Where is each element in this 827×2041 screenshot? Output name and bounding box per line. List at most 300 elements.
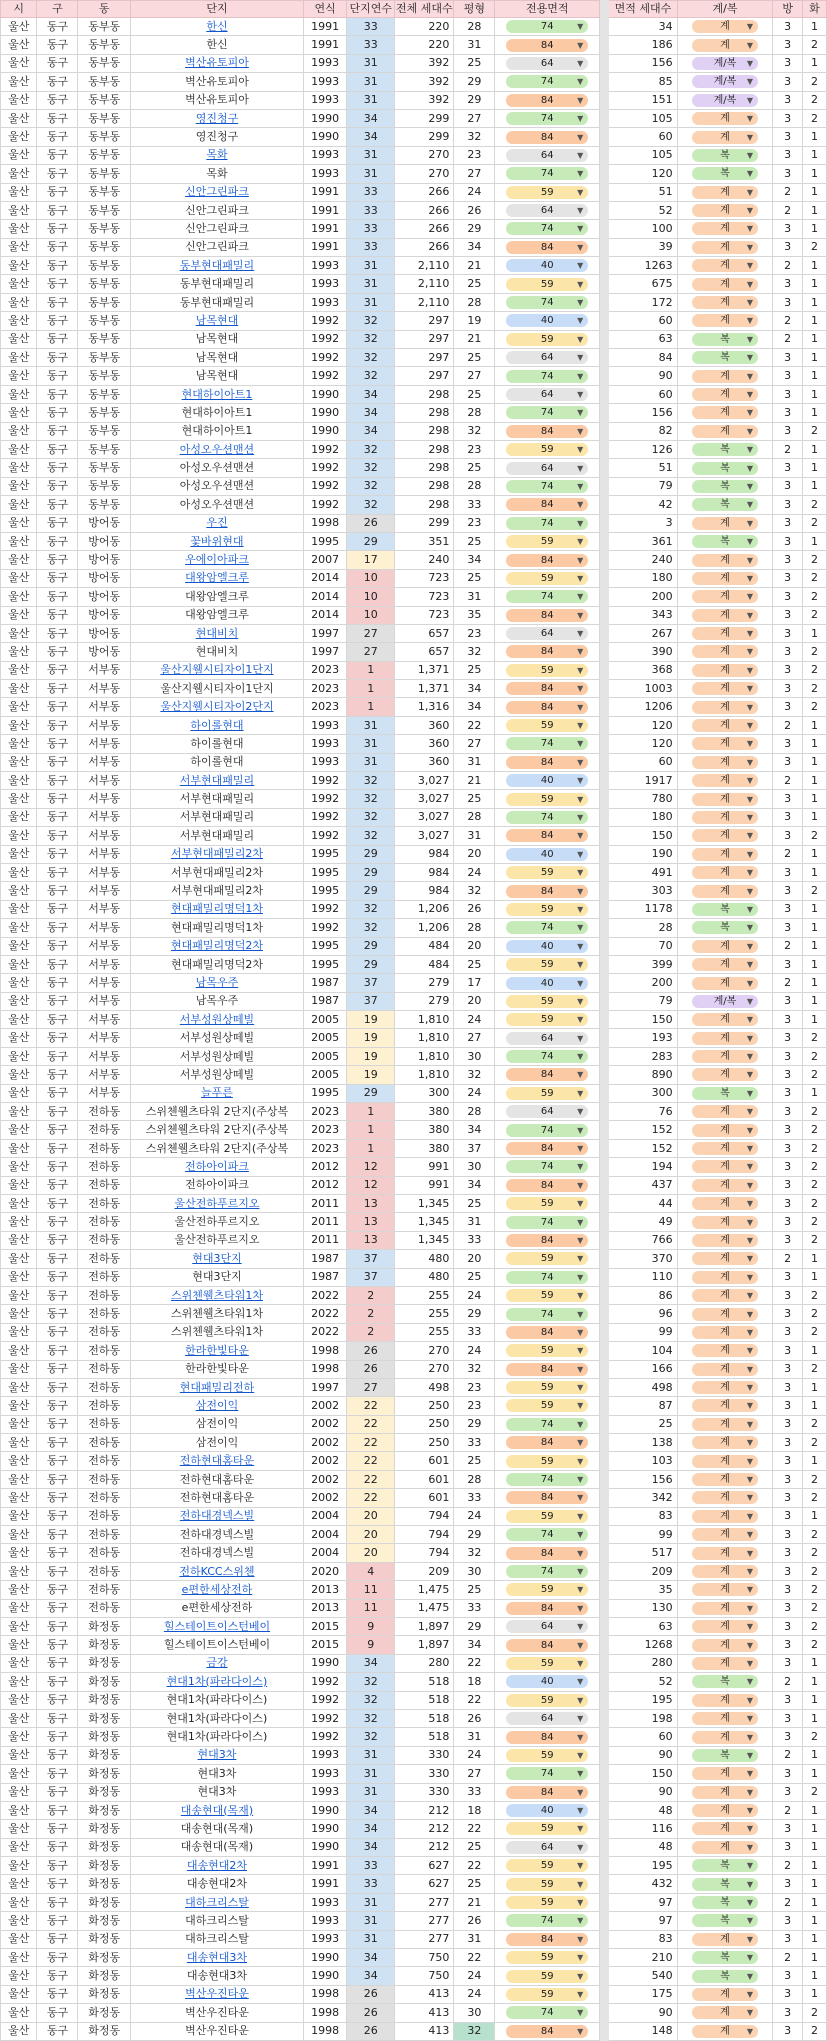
table-row[interactable]	[1, 1838, 827, 1856]
cell-baths[interactable]: 2	[802, 91, 826, 109]
chevron-down-icon[interactable]: ▼	[577, 371, 584, 381]
cell-gu[interactable]: 동구	[37, 1103, 78, 1121]
cell-baths[interactable]: 2	[802, 238, 826, 256]
area-dropdown[interactable]	[506, 1436, 588, 1449]
chevron-down-icon[interactable]: ▼	[746, 22, 753, 32]
cell-type[interactable]	[677, 753, 773, 771]
cell-area[interactable]	[495, 753, 600, 771]
type-dropdown[interactable]	[692, 1528, 758, 1541]
cell-pyeong[interactable]: 25	[454, 955, 495, 973]
cell-type[interactable]	[677, 1434, 773, 1452]
cell-dong[interactable]: 화정동	[78, 1617, 130, 1635]
cell-complex-link[interactable]: 전하KCC스위첸	[130, 1562, 303, 1580]
cell-baths[interactable]: 1	[802, 1912, 826, 1930]
cell-area-households[interactable]: 49	[609, 1213, 677, 1231]
cell-rooms[interactable]: 3	[773, 1029, 803, 1047]
type-dropdown[interactable]	[692, 94, 758, 107]
chevron-down-icon[interactable]: ▼	[577, 1603, 584, 1613]
cell-si[interactable]: 울산	[1, 440, 37, 458]
cell-area-households[interactable]: 84	[609, 349, 677, 367]
area-dropdown[interactable]	[506, 737, 588, 750]
cell-rooms[interactable]: 3	[773, 477, 803, 495]
table-row[interactable]	[1, 1691, 827, 1709]
type-dropdown[interactable]	[692, 1289, 758, 1302]
cell-year[interactable]: 1995	[304, 882, 347, 900]
cell-si[interactable]: 울산	[1, 882, 37, 900]
area-dropdown[interactable]	[506, 866, 588, 879]
cell-type[interactable]	[677, 1912, 773, 1930]
type-dropdown[interactable]	[692, 314, 758, 327]
chevron-down-icon[interactable]: ▼	[577, 1879, 584, 1889]
cell-pyeong[interactable]: 25	[454, 459, 495, 477]
cell-si[interactable]: 울산	[1, 1930, 37, 1948]
cell-complex-link[interactable]: 서부현대패밀리	[130, 772, 303, 790]
chevron-down-icon[interactable]: ▼	[746, 242, 753, 252]
cell-area-households[interactable]: 60	[609, 128, 677, 146]
chevron-down-icon[interactable]: ▼	[577, 261, 584, 271]
cell-pyeong[interactable]: 25	[454, 790, 495, 808]
cell-year[interactable]: 1992	[304, 1709, 347, 1727]
cell-baths[interactable]: 1	[802, 477, 826, 495]
cell-dong[interactable]: 화정동	[78, 1875, 130, 1893]
cell-gu[interactable]: 동구	[37, 1507, 78, 1525]
cell-baths[interactable]: 1	[802, 624, 826, 642]
cell-complex[interactable]: 현대패밀리명덕2차	[130, 955, 303, 973]
chevron-down-icon[interactable]: ▼	[746, 978, 753, 988]
cell-type[interactable]	[677, 1783, 773, 1801]
cell-pyeong[interactable]: 31	[454, 588, 495, 606]
cell-pyeong[interactable]: 33	[454, 1783, 495, 1801]
area-dropdown[interactable]	[506, 1565, 588, 1578]
cell-gu[interactable]: 동구	[37, 753, 78, 771]
cell-year[interactable]: 1995	[304, 532, 347, 550]
header-type[interactable]: 계/복	[677, 1, 773, 18]
cell-baths[interactable]: 1	[802, 1875, 826, 1893]
table-row[interactable]	[1, 1305, 827, 1323]
cell-baths[interactable]: 1	[802, 1893, 826, 1911]
cell-gu[interactable]: 동구	[37, 1581, 78, 1599]
cell-age[interactable]: 31	[347, 293, 395, 311]
area-dropdown[interactable]	[506, 75, 588, 88]
area-dropdown[interactable]	[506, 241, 588, 254]
cell-si[interactable]: 울산	[1, 201, 37, 219]
cell-dong[interactable]: 화정동	[78, 1765, 130, 1783]
cell-area[interactable]	[495, 1305, 600, 1323]
cell-age[interactable]: 31	[347, 1912, 395, 1930]
cell-si[interactable]: 울산	[1, 293, 37, 311]
cell-age[interactable]: 12	[347, 1158, 395, 1176]
chevron-down-icon[interactable]: ▼	[577, 1511, 584, 1521]
cell-households[interactable]: 1,810	[395, 1029, 454, 1047]
cell-area[interactable]	[495, 18, 600, 36]
cell-gu[interactable]: 동구	[37, 1213, 78, 1231]
cell-si[interactable]: 울산	[1, 1415, 37, 1433]
cell-complex[interactable]: e편한세상전하	[130, 1599, 303, 1617]
cell-year[interactable]: 2012	[304, 1158, 347, 1176]
chevron-down-icon[interactable]: ▼	[746, 40, 753, 50]
cell-baths[interactable]: 2	[802, 1599, 826, 1617]
type-dropdown[interactable]	[692, 737, 758, 750]
cell-si[interactable]: 울산	[1, 257, 37, 275]
chevron-down-icon[interactable]: ▼	[577, 996, 584, 1006]
cell-dong[interactable]: 전하동	[78, 1599, 130, 1617]
cell-households[interactable]: 601	[395, 1470, 454, 1488]
cell-gu[interactable]: 동구	[37, 532, 78, 550]
cell-type[interactable]	[677, 2022, 773, 2040]
cell-dong[interactable]: 동부동	[78, 238, 130, 256]
cell-year[interactable]: 2023	[304, 1139, 347, 1157]
chevron-down-icon[interactable]: ▼	[746, 408, 753, 418]
cell-type[interactable]	[677, 183, 773, 201]
area-dropdown[interactable]	[506, 94, 588, 107]
cell-gu[interactable]: 동구	[37, 698, 78, 716]
table-row[interactable]	[1, 1434, 827, 1452]
cell-year[interactable]: 1990	[304, 404, 347, 422]
type-dropdown[interactable]	[692, 1749, 758, 1762]
cell-complex[interactable]: 하이롤현대	[130, 735, 303, 753]
cell-dong[interactable]: 서부동	[78, 772, 130, 790]
table-row[interactable]	[1, 716, 827, 734]
cell-pyeong[interactable]: 23	[454, 146, 495, 164]
chevron-down-icon[interactable]: ▼	[577, 1585, 584, 1595]
cell-area-households[interactable]: 1268	[609, 1636, 677, 1654]
cell-rooms[interactable]: 3	[773, 1286, 803, 1304]
area-dropdown[interactable]	[506, 774, 588, 787]
area-dropdown[interactable]	[506, 627, 588, 640]
cell-area-households[interactable]: 200	[609, 974, 677, 992]
chevron-down-icon[interactable]: ▼	[746, 1235, 753, 1245]
cell-si[interactable]: 울산	[1, 845, 37, 863]
table-row[interactable]	[1, 1195, 827, 1213]
cell-baths[interactable]: 1	[802, 1985, 826, 2003]
type-dropdown[interactable]	[692, 921, 758, 934]
cell-complex-link[interactable]: 동부현대패밀리	[130, 257, 303, 275]
table-row[interactable]	[1, 459, 827, 477]
cell-type[interactable]	[677, 992, 773, 1010]
cell-complex[interactable]: 아성오우션맨션	[130, 477, 303, 495]
cell-rooms[interactable]: 2	[773, 1250, 803, 1268]
cell-age[interactable]: 2	[347, 1286, 395, 1304]
cell-gu[interactable]: 동구	[37, 165, 78, 183]
type-dropdown[interactable]	[692, 701, 758, 714]
cell-pyeong[interactable]: 25	[454, 1452, 495, 1470]
cell-rooms[interactable]: 3	[773, 1231, 803, 1249]
cell-baths[interactable]: 2	[802, 1562, 826, 1580]
chevron-down-icon[interactable]: ▼	[577, 1107, 584, 1117]
area-dropdown[interactable]	[506, 1731, 588, 1744]
cell-baths[interactable]: 2	[802, 2022, 826, 2040]
cell-baths[interactable]: 1	[802, 459, 826, 477]
cell-complex-link[interactable]: 하이롤현대	[130, 716, 303, 734]
table-row[interactable]	[1, 1526, 827, 1544]
cell-baths[interactable]: 2	[802, 36, 826, 54]
cell-households[interactable]: 330	[395, 1765, 454, 1783]
cell-age[interactable]: 11	[347, 1581, 395, 1599]
cell-area-households[interactable]: 34	[609, 18, 677, 36]
cell-gu[interactable]: 동구	[37, 1470, 78, 1488]
cell-year[interactable]: 1993	[304, 146, 347, 164]
table-row[interactable]	[1, 680, 827, 698]
cell-pyeong[interactable]: 29	[454, 1526, 495, 1544]
cell-area-households[interactable]: 76	[609, 1103, 677, 1121]
cell-households[interactable]: 794	[395, 1526, 454, 1544]
cell-gu[interactable]: 동구	[37, 735, 78, 753]
cell-baths[interactable]: 1	[802, 790, 826, 808]
cell-baths[interactable]: 1	[802, 1691, 826, 1709]
cell-rooms[interactable]: 2	[773, 183, 803, 201]
cell-area[interactable]	[495, 1323, 600, 1341]
cell-rooms[interactable]: 3	[773, 496, 803, 514]
cell-area[interactable]	[495, 569, 600, 587]
chevron-down-icon[interactable]: ▼	[577, 592, 584, 602]
type-dropdown[interactable]	[692, 774, 758, 787]
chevron-down-icon[interactable]: ▼	[746, 334, 753, 344]
cell-pyeong[interactable]: 28	[454, 808, 495, 826]
cell-dong[interactable]: 서부동	[78, 863, 130, 881]
cell-complex-link[interactable]: 남목현대	[130, 312, 303, 330]
cell-rooms[interactable]: 3	[773, 1213, 803, 1231]
cell-baths[interactable]: 2	[802, 109, 826, 127]
cell-area-households[interactable]: 83	[609, 1930, 677, 1948]
cell-si[interactable]: 울산	[1, 716, 37, 734]
cell-gu[interactable]: 동구	[37, 1121, 78, 1139]
cell-dong[interactable]: 전하동	[78, 1489, 130, 1507]
cell-type[interactable]	[677, 36, 773, 54]
cell-households[interactable]: 1,371	[395, 661, 454, 679]
table-row[interactable]	[1, 1489, 827, 1507]
cell-year[interactable]: 1992	[304, 900, 347, 918]
type-dropdown[interactable]	[692, 1859, 758, 1872]
cell-complex[interactable]: 벽산우진타운	[130, 2022, 303, 2040]
header-gu[interactable]: 구	[37, 1, 78, 18]
cell-households[interactable]: 723	[395, 606, 454, 624]
type-dropdown[interactable]	[692, 885, 758, 898]
cell-gu[interactable]: 동구	[37, 1047, 78, 1065]
cell-pyeong[interactable]: 33	[454, 1434, 495, 1452]
cell-dong[interactable]: 동부동	[78, 109, 130, 127]
cell-area-households[interactable]: 90	[609, 2004, 677, 2022]
type-dropdown[interactable]	[692, 1731, 758, 1744]
type-dropdown[interactable]	[692, 57, 758, 70]
cell-complex[interactable]: 서부현대패밀리	[130, 790, 303, 808]
type-dropdown[interactable]	[692, 1786, 758, 1799]
chevron-down-icon[interactable]: ▼	[577, 1493, 584, 1503]
cell-gu[interactable]: 동구	[37, 1397, 78, 1415]
cell-complex[interactable]: 하이롤현대	[130, 753, 303, 771]
cell-year[interactable]: 1990	[304, 1654, 347, 1672]
cell-gu[interactable]: 동구	[37, 569, 78, 587]
cell-households[interactable]: 277	[395, 1893, 454, 1911]
cell-type[interactable]	[677, 275, 773, 293]
cell-households[interactable]: 299	[395, 128, 454, 146]
cell-area[interactable]	[495, 514, 600, 532]
cell-area[interactable]	[495, 698, 600, 716]
chevron-down-icon[interactable]: ▼	[746, 132, 753, 142]
table-row[interactable]	[1, 330, 827, 348]
chevron-down-icon[interactable]: ▼	[577, 886, 584, 896]
cell-households[interactable]: 380	[395, 1139, 454, 1157]
chevron-down-icon[interactable]: ▼	[577, 1033, 584, 1043]
cell-pyeong[interactable]: 27	[454, 735, 495, 753]
cell-rooms[interactable]: 3	[773, 128, 803, 146]
cell-pyeong[interactable]: 22	[454, 716, 495, 734]
cell-age[interactable]: 33	[347, 238, 395, 256]
cell-rooms[interactable]: 2	[773, 1801, 803, 1819]
cell-area-households[interactable]: 120	[609, 716, 677, 734]
cell-rooms[interactable]: 3	[773, 1066, 803, 1084]
type-dropdown[interactable]	[692, 627, 758, 640]
cell-households[interactable]: 3,027	[395, 790, 454, 808]
cell-gu[interactable]: 동구	[37, 643, 78, 661]
chevron-down-icon[interactable]: ▼	[746, 1401, 753, 1411]
cell-rooms[interactable]: 3	[773, 1636, 803, 1654]
cell-gu[interactable]: 동구	[37, 1728, 78, 1746]
cell-type[interactable]	[677, 735, 773, 753]
cell-complex[interactable]: 울산지웰시티자이1단지	[130, 680, 303, 698]
cell-complex[interactable]: 스위첸웰츠타워1차	[130, 1323, 303, 1341]
cell-area[interactable]	[495, 385, 600, 403]
cell-area-households[interactable]: 63	[609, 330, 677, 348]
chevron-down-icon[interactable]: ▼	[577, 1052, 584, 1062]
table-row[interactable]	[1, 1728, 827, 1746]
cell-rooms[interactable]: 3	[773, 1084, 803, 1102]
header-area[interactable]: 전용면적	[495, 1, 600, 18]
cell-area[interactable]	[495, 1268, 600, 1286]
cell-area[interactable]	[495, 496, 600, 514]
cell-area-households[interactable]: 60	[609, 1728, 677, 1746]
cell-si[interactable]: 울산	[1, 1746, 37, 1764]
table-row[interactable]	[1, 128, 827, 146]
chevron-down-icon[interactable]: ▼	[746, 187, 753, 197]
cell-rooms[interactable]: 2	[773, 201, 803, 219]
cell-age[interactable]: 1	[347, 680, 395, 698]
cell-pyeong[interactable]: 29	[454, 91, 495, 109]
chevron-down-icon[interactable]: ▼	[577, 1475, 584, 1485]
cell-age[interactable]: 31	[347, 165, 395, 183]
cell-complex[interactable]: 대송현대(목재)	[130, 1838, 303, 1856]
chevron-down-icon[interactable]: ▼	[746, 1953, 753, 1963]
cell-si[interactable]: 울산	[1, 1489, 37, 1507]
cell-dong[interactable]: 화정동	[78, 1654, 130, 1672]
cell-type[interactable]	[677, 146, 773, 164]
cell-complex-link[interactable]: 꽃바위현대	[130, 532, 303, 550]
cell-year[interactable]: 1990	[304, 1801, 347, 1819]
cell-gu[interactable]: 동구	[37, 201, 78, 219]
cell-gu[interactable]: 동구	[37, 36, 78, 54]
cell-si[interactable]: 울산	[1, 1581, 37, 1599]
table-row[interactable]	[1, 919, 827, 937]
cell-pyeong[interactable]: 21	[454, 330, 495, 348]
cell-households[interactable]: 794	[395, 1544, 454, 1562]
table-row[interactable]	[1, 91, 827, 109]
cell-area-households[interactable]: 186	[609, 36, 677, 54]
cell-households[interactable]: 1,897	[395, 1617, 454, 1635]
table-row[interactable]	[1, 165, 827, 183]
cell-area-households[interactable]: 44	[609, 1195, 677, 1213]
area-dropdown[interactable]	[506, 1767, 588, 1780]
cell-dong[interactable]: 동부동	[78, 293, 130, 311]
cell-dong[interactable]: 전하동	[78, 1507, 130, 1525]
cell-pyeong[interactable]: 24	[454, 1011, 495, 1029]
table-row[interactable]	[1, 606, 827, 624]
cell-dong[interactable]: 방어동	[78, 532, 130, 550]
area-dropdown[interactable]	[506, 2025, 588, 2038]
chevron-down-icon[interactable]: ▼	[746, 886, 753, 896]
cell-pyeong[interactable]: 31	[454, 36, 495, 54]
cell-complex-link[interactable]: 현대3단지	[130, 1250, 303, 1268]
table-row[interactable]	[1, 882, 827, 900]
cell-pyeong[interactable]: 25	[454, 349, 495, 367]
cell-baths[interactable]: 1	[802, 404, 826, 422]
area-dropdown[interactable]	[506, 1326, 588, 1339]
cell-area[interactable]	[495, 128, 600, 146]
cell-age[interactable]: 2	[347, 1323, 395, 1341]
cell-age[interactable]: 32	[347, 808, 395, 826]
cell-si[interactable]: 울산	[1, 496, 37, 514]
cell-households[interactable]: 297	[395, 367, 454, 385]
cell-pyeong[interactable]: 33	[454, 1231, 495, 1249]
cell-age[interactable]: 9	[347, 1636, 395, 1654]
area-dropdown[interactable]	[506, 756, 588, 769]
cell-si[interactable]: 울산	[1, 1452, 37, 1470]
cell-baths[interactable]: 1	[802, 54, 826, 72]
cell-complex[interactable]: 벽산유토피아	[130, 73, 303, 91]
cell-dong[interactable]: 동부동	[78, 349, 130, 367]
cell-year[interactable]: 1991	[304, 18, 347, 36]
cell-area-households[interactable]: 126	[609, 440, 677, 458]
table-row[interactable]	[1, 1746, 827, 1764]
type-dropdown[interactable]	[692, 1363, 758, 1376]
cell-baths[interactable]: 1	[802, 863, 826, 881]
cell-type[interactable]	[677, 1949, 773, 1967]
cell-dong[interactable]: 방어동	[78, 624, 130, 642]
cell-dong[interactable]: 서부동	[78, 882, 130, 900]
table-row[interactable]	[1, 1286, 827, 1304]
cell-age[interactable]: 27	[347, 643, 395, 661]
cell-area-households[interactable]: 399	[609, 955, 677, 973]
type-dropdown[interactable]	[692, 590, 758, 603]
cell-complex-link[interactable]: 남목우주	[130, 974, 303, 992]
table-row[interactable]	[1, 808, 827, 826]
cell-gu[interactable]: 동구	[37, 1801, 78, 1819]
cell-baths[interactable]: 2	[802, 1231, 826, 1249]
cell-area[interactable]	[495, 1912, 600, 1930]
cell-dong[interactable]: 전하동	[78, 1452, 130, 1470]
type-dropdown[interactable]	[692, 940, 758, 953]
cell-year[interactable]: 1993	[304, 1912, 347, 1930]
chevron-down-icon[interactable]: ▼	[577, 1217, 584, 1227]
cell-pyeong[interactable]: 34	[454, 1176, 495, 1194]
cell-rooms[interactable]: 3	[773, 54, 803, 72]
cell-households[interactable]: 299	[395, 514, 454, 532]
cell-age[interactable]: 27	[347, 624, 395, 642]
cell-baths[interactable]: 2	[802, 1066, 826, 1084]
cell-households[interactable]: 1,810	[395, 1011, 454, 1029]
type-dropdown[interactable]	[692, 259, 758, 272]
cell-complex-link[interactable]: 대송현대2차	[130, 1857, 303, 1875]
cell-dong[interactable]: 전하동	[78, 1470, 130, 1488]
chevron-down-icon[interactable]: ▼	[577, 1824, 584, 1834]
cell-area[interactable]	[495, 1581, 600, 1599]
cell-area[interactable]	[495, 367, 600, 385]
cell-baths[interactable]: 1	[802, 1250, 826, 1268]
cell-complex-link[interactable]: 한신	[130, 18, 303, 36]
cell-area-households[interactable]: 342	[609, 1489, 677, 1507]
cell-pyeong[interactable]: 27	[454, 367, 495, 385]
cell-pyeong[interactable]: 34	[454, 1636, 495, 1654]
cell-rooms[interactable]: 3	[773, 1415, 803, 1433]
area-dropdown[interactable]	[506, 1749, 588, 1762]
